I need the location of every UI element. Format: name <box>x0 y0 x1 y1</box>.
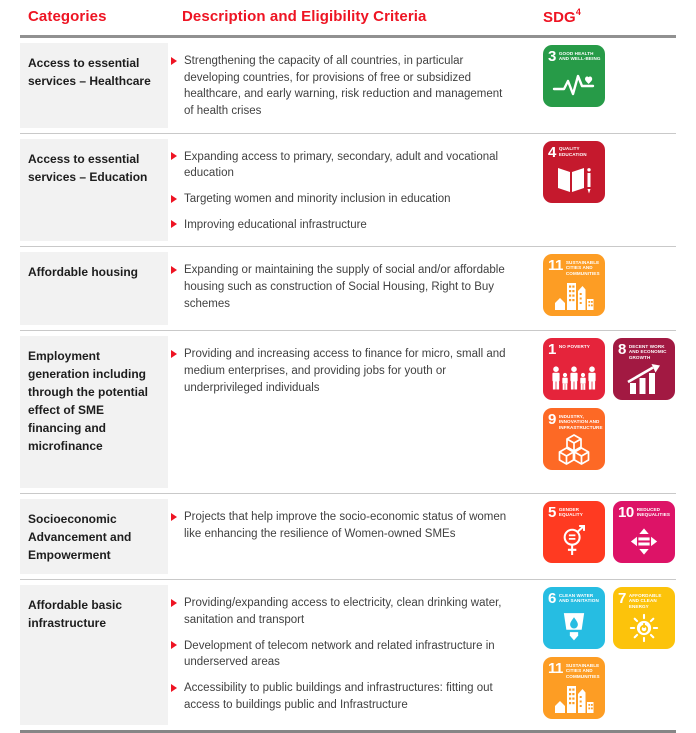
sdg-1-icon <box>543 338 605 400</box>
category-cell: Access to essential services – Healthcare <box>20 43 168 128</box>
category-cell: Affordable housing <box>20 252 168 325</box>
bullet-item <box>171 680 507 713</box>
sdg-icon-header <box>543 587 605 606</box>
sdg-goal-label: AFFORDABLE AND CLEAN ENERGY <box>628 592 662 609</box>
sdg-icon-header <box>543 45 605 64</box>
bullet-text: Expanding or maintaining the supply of social and/or affordable housing such as construction of Social Housing, Right to Buy schemes <box>184 264 505 310</box>
water-drop-icon <box>543 606 605 649</box>
growth-chart-icon <box>613 360 675 400</box>
sdg-number: 5 <box>548 504 556 522</box>
description-cell <box>168 499 543 574</box>
eligibility-table <box>20 0 676 733</box>
table-row <box>20 494 676 580</box>
sdg-goal-label: CLEAN WATER AND SANITATION <box>558 592 599 604</box>
sdg-number: 11 <box>548 660 563 678</box>
sdg-goal-label: NO POVERTY <box>558 343 590 349</box>
description-cell <box>168 336 543 488</box>
sdg-icon-header <box>543 338 605 357</box>
city-buildings-icon <box>543 276 605 316</box>
bullet-item <box>171 217 507 234</box>
bullet-item <box>171 509 507 542</box>
bullet-text: Providing/expanding access to electricity, clean drinking water, sanitation and transport <box>184 597 502 627</box>
sdg-cell <box>543 43 676 128</box>
sdg-cell <box>543 139 676 242</box>
bullet-text: Development of telecom network and related infrastructure in underserved areas <box>184 639 495 669</box>
table-row <box>20 134 676 248</box>
bullet-item <box>171 595 507 628</box>
family-figures-icon <box>543 357 605 400</box>
sdg-icon-header <box>613 587 675 609</box>
sdg-number: 10 <box>618 504 634 522</box>
sdg-icon-header <box>543 408 605 430</box>
sdg-9-icon <box>543 408 605 470</box>
sdg-icon-header <box>543 501 605 520</box>
category-cell: Socioeconomic Advancement and Empowerment <box>20 499 168 574</box>
sdg-icon-header <box>543 657 605 679</box>
sdg-number: 7 <box>618 590 626 608</box>
heartbeat-heart-icon <box>543 64 605 107</box>
sdg-11-icon <box>543 254 605 316</box>
table-row <box>20 331 676 494</box>
triangle-bullet-icon <box>171 350 184 358</box>
sdg-goal-label: INDUSTRY, INNOVATION AND INFRASTRUCTURE <box>558 413 603 430</box>
bullet-item <box>171 191 507 208</box>
sdg-number: 11 <box>548 257 563 275</box>
triangle-bullet-icon <box>171 57 184 65</box>
triangle-bullet-icon <box>171 152 184 160</box>
table-row <box>20 247 676 331</box>
sdg-cell <box>543 252 676 325</box>
equality-arrows-icon <box>613 520 675 563</box>
sdg-3-icon <box>543 45 605 107</box>
description-cell <box>168 43 543 128</box>
triangle-bullet-icon <box>171 684 184 692</box>
sdg-goal-label: REDUCED INEQUALITIES <box>636 506 671 518</box>
triangle-bullet-icon <box>171 641 184 649</box>
description-cell <box>168 139 543 242</box>
bullet-item <box>171 53 507 120</box>
sdg-icon-header <box>543 254 605 276</box>
description-cell <box>168 252 543 325</box>
table-header-row <box>20 6 676 38</box>
sdg-number: 9 <box>548 411 556 429</box>
bullet-text: Strengthening the capacity of all countries, in particular developing countries, for provisions of free or subsidized healthcare, and early warning, risk reduction and management of health crises <box>184 55 503 118</box>
table-body <box>20 38 676 733</box>
category-cell: Affordable basic infrastructure <box>20 585 168 725</box>
sdg-number: 4 <box>548 143 556 161</box>
bullet-text: Providing and increasing access to finance for micro, small and medium enterprises, and providing jobs for youth or underprivileged individuals <box>184 348 506 394</box>
sun-energy-icon <box>613 609 675 649</box>
open-book-icon <box>543 160 605 203</box>
bullet-item <box>171 262 507 312</box>
sdg-footnote-marker: 4 <box>575 7 581 17</box>
sdg-8-icon <box>613 338 675 400</box>
sdg-number: 6 <box>548 590 556 608</box>
category-cell: Access to essential services – Education <box>20 139 168 242</box>
sdg-cell <box>543 499 676 574</box>
sdg-number: 8 <box>618 341 626 359</box>
sdg-goal-label: DECENT WORK AND ECONOMIC GROWTH <box>628 343 667 360</box>
sdg-header-label: SDG <box>543 9 576 26</box>
bullet-text: Projects that help improve the socio-economic status of women like enhancing the resilience of Women-owned SMEs <box>184 511 507 541</box>
triangle-bullet-icon <box>171 599 184 607</box>
triangle-bullet-icon <box>171 266 184 274</box>
category-cell: Employment generation including through the potential effect of SME financing and microfinance <box>20 336 168 488</box>
sdg-7-icon <box>613 587 675 649</box>
sdg-5-icon <box>543 501 605 563</box>
categories-header: Categories <box>28 8 107 25</box>
bullet-text: Expanding access to primary, secondary, adult and vocational education <box>184 150 499 180</box>
sdg-number: 3 <box>548 48 556 65</box>
sdg-4-icon <box>543 141 605 203</box>
sdg-number: 1 <box>548 341 556 359</box>
city-buildings-icon <box>543 679 605 719</box>
sdg-cell <box>543 336 676 488</box>
building-blocks-icon <box>543 430 605 470</box>
triangle-bullet-icon <box>171 195 184 203</box>
bullet-text: Improving educational infrastructure <box>184 218 367 231</box>
sdg-11-icon <box>543 657 605 719</box>
sdg-goal-label: GENDER EQUALITY <box>558 506 583 518</box>
bullet-item <box>171 346 507 396</box>
table-row <box>20 38 676 134</box>
sdg-goal-label: GOOD HEALTH AND WELL-BEING <box>558 50 601 61</box>
sdg-cell <box>543 585 676 725</box>
sdg-icon-header <box>613 501 675 520</box>
sdg-goal-label: SUSTAINABLE CITIES AND COMMUNITIES <box>565 259 600 276</box>
sdg-header <box>543 8 676 26</box>
description-cell <box>168 585 543 725</box>
bullet-text: Targeting women and minority inclusion in education <box>184 193 451 206</box>
sdg-6-icon <box>543 587 605 649</box>
triangle-bullet-icon <box>171 513 184 521</box>
sdg-goal-label: QUALITY EDUCATION <box>558 146 587 157</box>
bullet-item <box>171 149 507 182</box>
sdg-goal-label: SUSTAINABLE CITIES AND COMMUNITIES <box>565 662 600 679</box>
description-header: Description and Eligibility Criteria <box>182 8 427 25</box>
bullet-item <box>171 638 507 671</box>
gender-equality-icon <box>543 520 605 563</box>
sdg-icon-header <box>543 141 605 160</box>
triangle-bullet-icon <box>171 220 184 228</box>
sdg-10-icon <box>613 501 675 563</box>
table-row <box>20 580 676 733</box>
bullet-text: Accessibility to public buildings and infrastructures: fitting out access to buildings public and Infrastructure <box>184 682 493 711</box>
sdg-icon-header <box>613 338 675 360</box>
